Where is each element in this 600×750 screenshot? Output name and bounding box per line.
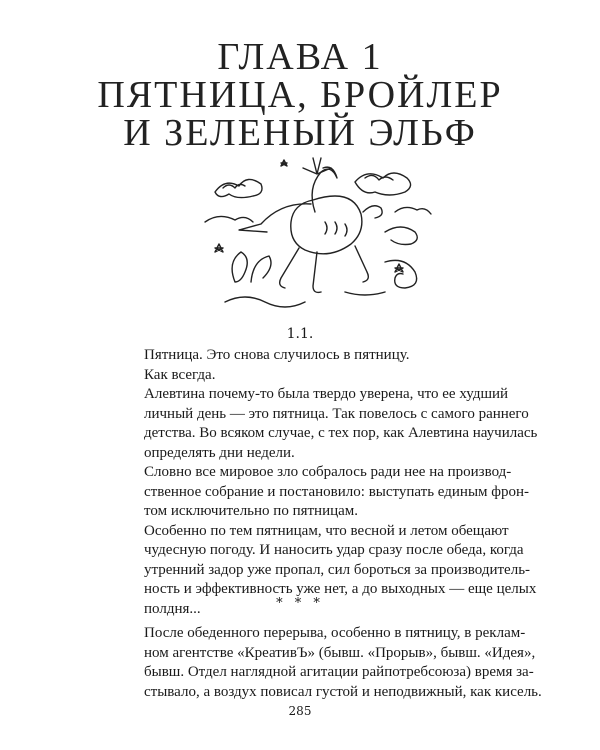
text-line: бывш. Отдел наглядной агитации райпотребсоюза) время за- [144, 664, 534, 680]
chapter-title-line-3: И ЗЕЛЕНЫЙ ЭЛЬФ [123, 112, 477, 154]
text-line: ном агентстве «КреативЪ» (бывш. «Прорыв», бывш. «Идея», [144, 644, 536, 661]
text-line: Особенно по тем пятницам, что весной и летом обещают [144, 522, 509, 539]
text-line: Пятница. Это снова случилось в пятницу. [144, 347, 410, 363]
text-line: определять дни недели. [144, 444, 295, 461]
page-number: 285 [288, 704, 312, 718]
chapter-title-line-1: ГЛАВА 1 [217, 36, 383, 78]
paragraph [128, 463, 530, 522]
text-line: утренний задор уже пропал, сил бороться за производитель- [144, 561, 531, 578]
text-line: том исключительно по пятницам. [144, 503, 359, 519]
text-line: стывало, а воздух повисал густой и неподвижный, как кисель. [144, 683, 542, 700]
text-line: чудесную погоду. И наносить удар сразу после обеда, когда [144, 542, 524, 558]
paragraph [128, 366, 478, 386]
text-line: Как всегда. [144, 366, 216, 383]
text-line: полдня... [144, 600, 201, 617]
paragraph [128, 385, 538, 463]
chapter-title [0, 38, 600, 152]
text-line: личный день — это пятница. Так повелось с самого раннего [144, 405, 529, 422]
text-line: Алевтина почему-то была твердо уверена, что ее худший [144, 386, 509, 402]
text-line: Словно все мировое зло собралось ради нее на производ- [144, 464, 512, 480]
chapter-title-line-2: ПЯТНИЦА, БРОЙЛЕР [97, 74, 503, 116]
goat-illustration-icon [195, 152, 440, 312]
text-line: После обеденного перерыва, особенно в пятницу, в реклам- [144, 625, 526, 641]
paragraph [128, 624, 542, 702]
body-text-continued [128, 624, 542, 702]
section-number: 1.1. [286, 326, 314, 342]
text-line: детства. Во всяком случае, с тех пор, как Алевтина научилась [144, 425, 538, 441]
text-line: ственное собрание и постановило: выступать единым фрон- [144, 483, 530, 500]
section-separator: * * * [276, 596, 324, 611]
body-text [128, 346, 538, 619]
text-line: ность и эффективность уже нет, а до выходных — еще целых [144, 581, 537, 597]
paragraph [128, 346, 478, 366]
